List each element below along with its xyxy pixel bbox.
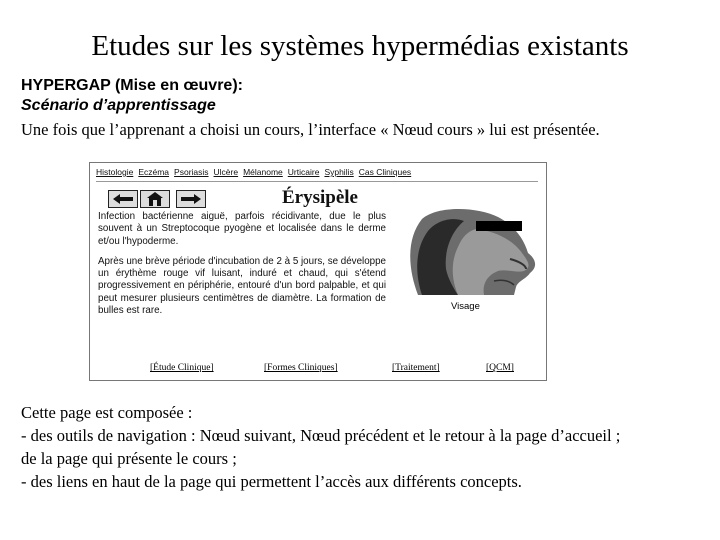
- page-title: Etudes sur les systèmes hypermédias existants: [91, 30, 629, 62]
- home-icon: [147, 192, 163, 206]
- course-paragraph-1: Infection bactérienne aiguë, parfois récidivante, due le plus souvent à un Streptocoque pyogène et localisée dans le derme et/ou l'hypoderme.: [98, 211, 386, 247]
- nav-link-psoriasis[interactable]: Psoriasis: [174, 167, 209, 177]
- nav-link-cas-cliniques[interactable]: Cas Cliniques: [358, 167, 412, 177]
- description-line-1: Cette page est composée :: [21, 403, 193, 422]
- link-qcm[interactable]: [QCM]: [486, 363, 514, 373]
- intro-text: Une fois que l’apprenant a choisi un cours, l’interface « Nœud cours » lui est présentée.: [21, 120, 600, 139]
- course-text: [98, 211, 386, 325]
- description-text: [21, 401, 701, 493]
- link-etude-clinique[interactable]: [Étude Clinique]: [150, 363, 214, 373]
- concept-nav-bar: [96, 167, 538, 182]
- arrow-right-icon: [181, 194, 201, 204]
- arrow-left-icon: [113, 194, 133, 204]
- nav-link-ulcere[interactable]: Ulcère: [213, 167, 239, 177]
- course-node-screenshot: [89, 162, 547, 381]
- nav-link-urticaire[interactable]: Urticaire: [287, 167, 320, 177]
- subtitle-hypergap: HYPERGAP (Mise en œuvre):: [21, 77, 243, 94]
- bottom-links: [90, 363, 546, 377]
- course-paragraph-2: Après une brève période d'incubation de 2 à 5 jours, se développe un érythème rouge vif luisant, induré et chaud, qui s'étend progressivement en périphérie, entouré d'un bord palpable, et qui peut mesurer plusieurs centimètres de diamètre. La formation de bulles est rare.: [98, 255, 386, 317]
- nav-link-syphilis[interactable]: Syphilis: [324, 167, 354, 177]
- face-photo: [398, 209, 542, 295]
- nav-link-eczema[interactable]: Eczéma: [138, 167, 170, 177]
- description-line-4: - des liens en haut de la page qui permettent l’accès aux différents concepts.: [21, 472, 522, 491]
- subtitle-scenario: Scénario d’apprentissage: [21, 97, 216, 114]
- previous-node-button[interactable]: [108, 190, 138, 208]
- nav-link-melanome[interactable]: Mélanome: [243, 167, 283, 177]
- home-button[interactable]: [140, 190, 170, 208]
- nav-link-histologie[interactable]: Histologie: [96, 167, 134, 177]
- description-line-3: de la page qui présente le cours ;: [21, 449, 237, 468]
- image-caption: Visage: [451, 301, 480, 312]
- link-formes-cliniques[interactable]: [Formes Cliniques]: [264, 363, 338, 373]
- next-node-button[interactable]: [176, 190, 206, 208]
- link-traitement[interactable]: [Traitement]: [392, 363, 440, 373]
- course-heading: Érysipèle: [282, 187, 358, 208]
- description-line-2: - des outils de navigation : Nœud suivant, Nœud précédent et le retour à la page d’accueil ;: [21, 426, 621, 445]
